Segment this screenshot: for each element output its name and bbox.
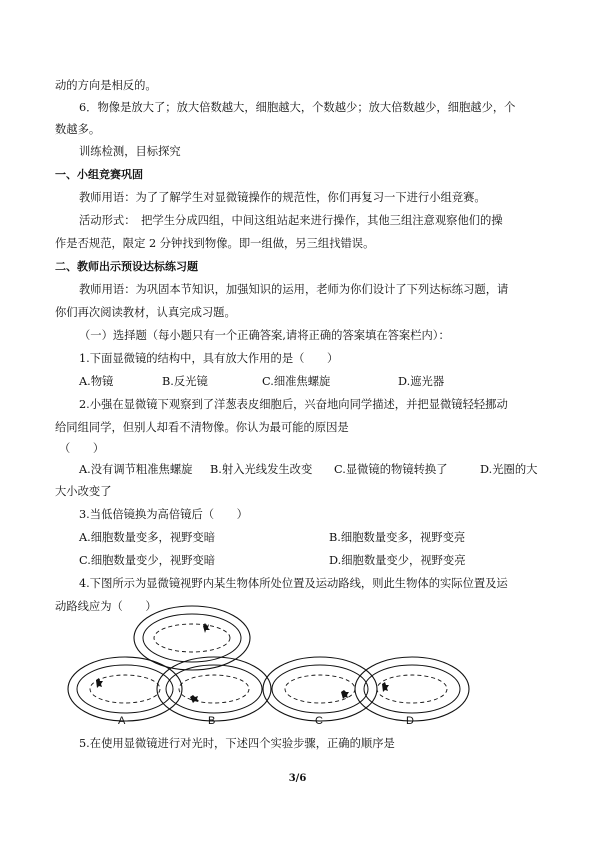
q1-option-b: B.反光镜 <box>162 375 208 388</box>
question-1: 1.下面显微镜的结构中，具有放大作用的是（ ） <box>79 352 339 365</box>
text-line: 作是否规范，限定 2 分钟找到物像。即一组做，另三组找错误。 <box>55 237 375 250</box>
text-line: （一）选择题（每小题只有一个正确答案,请将正确的答案填在答案栏内）： <box>79 329 450 342</box>
text-line: 给同组同学，但别人却看不清物像。你认为最可能的原因是 <box>55 421 349 434</box>
figure-label-b: B <box>208 715 216 727</box>
q3-option-d: D.细胞数量变少，视野变亮 <box>329 554 466 567</box>
text-line: 动路线应为（ ） <box>55 600 157 613</box>
organism-mark <box>382 682 389 692</box>
text-line: 动的方向是相反的。 <box>55 79 157 92</box>
answer-blank: （ ） <box>59 442 105 455</box>
q1-option-a: A.物镜 <box>79 375 114 388</box>
text-line: 大小改变了 <box>55 485 112 498</box>
q3-option-b: B.细胞数量变多，视野变亮 <box>329 531 466 544</box>
question-4: 4.下图所示为显微镜视野内某生物体所处位置及运动路线，则此生物体的实际位置及运 <box>79 577 508 590</box>
organism-mark <box>341 690 349 699</box>
section-heading: 二、教师出示预设达标练习题 <box>55 260 198 273</box>
text-line: 训练检测，目标探究 <box>79 145 181 158</box>
option-b-view <box>157 657 271 721</box>
q1-option-d: D.遮光器 <box>398 375 445 388</box>
q2-option-d: D.光圈的大 <box>480 463 538 476</box>
q2-option-c: C.显微镜的物镜转换了 <box>334 463 448 476</box>
option-d-view <box>355 657 469 721</box>
figure-label-a: A <box>118 715 126 727</box>
q2-option-b: B.射入光线发生改变 <box>210 463 313 476</box>
text-line: 活动形式： 把学生分成四组，中间这组站起来进行操作，其他三组注意观察他们的操 <box>79 214 503 227</box>
text-line: 教师用语：为巩固本节知识，加强知识的运用，老师为你们设计了下列达标练习题，请 <box>79 283 509 296</box>
page-number: 3/6 <box>288 773 307 784</box>
question-2: 2.小强在显微镜下观察到了洋葱表皮细胞后，兴奋地向同学描述，并把显微镜轻轻挪动 <box>79 398 508 411</box>
q3-option-a: A.细胞数量变多，视野变暗 <box>79 531 216 544</box>
organism-mark <box>96 678 103 688</box>
q3-option-c: C.细胞数量变少，视野变暗 <box>79 554 216 567</box>
figure-label-d: D <box>406 715 414 727</box>
question-5: 5.在使用显微镜进行对光时，下述四个实验步骤，正确的顺序是 <box>79 737 395 750</box>
figure-label-c: C <box>315 715 323 727</box>
text-line: 6．物像是放大了；放大倍数越大，细胞越大，个数越少；放大倍数越少，细胞越少，个 <box>79 101 516 114</box>
q1-option-c: C.细准焦螺旋 <box>262 375 331 388</box>
text-line: 数越多。 <box>55 123 101 136</box>
option-a-view <box>68 657 182 721</box>
question-3: 3.当低倍镜换为高倍镜后（ ） <box>79 508 248 521</box>
section-heading: 一、小组竞赛巩固 <box>55 168 143 181</box>
q2-option-a: A.没有调节粗准焦螺旋 <box>79 463 193 476</box>
option-c-view <box>263 657 377 721</box>
text-line: 你们再次阅读教材，认真完成习题。 <box>55 306 236 319</box>
organism-mark <box>203 623 210 633</box>
text-line: 教师用语：为了了解学生对显微镜操作的规范性，你们再复习一下进行小组竞赛。 <box>79 191 486 204</box>
